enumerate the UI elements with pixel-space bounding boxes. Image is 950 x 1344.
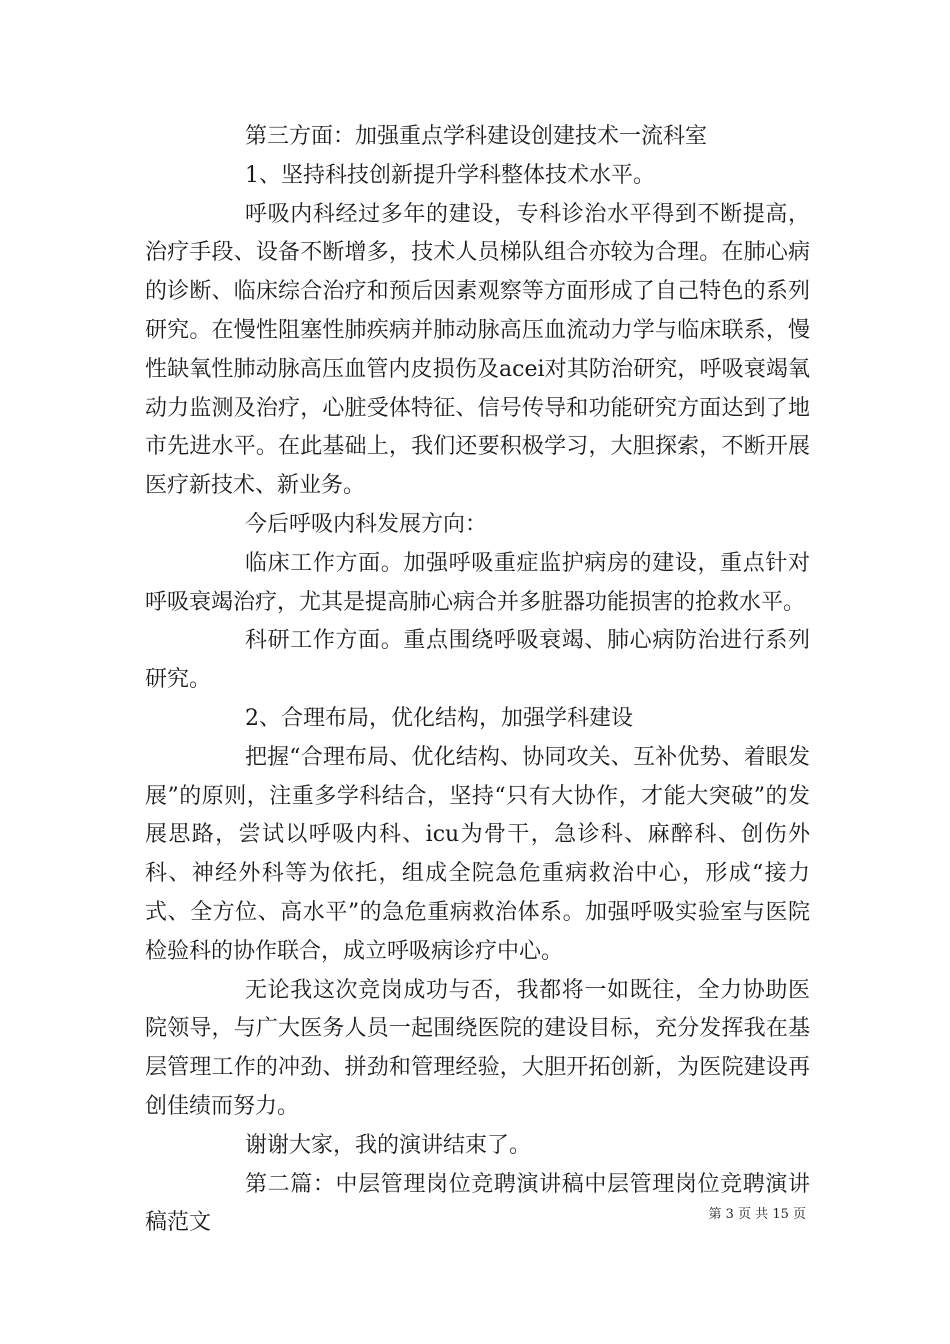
body-paragraph: 无论我这次竞岗成功与否，我都将一如既往，全力协助医院领导，与广大医务人员一起围绕医院的建设目标，充分发挥我在基层管理工作的冲劲、拼劲和管理经验，大胆开拓创新，为医院建设再创佳绩而努力。 xyxy=(145,977,810,1119)
body-paragraph: 今后呼吸内科发展方向： xyxy=(245,511,488,537)
section-heading: 第三方面：加强重点学科建设创建技术一流科室 xyxy=(245,124,708,149)
body-paragraph: 把握“合理布局、优化结构、协同攻关、互补优势、着眼发展”的原则，注重多学科结合，坚持“只有大协作，才能大突破”的发展思路，尝试以呼吸内科、icu为骨干，急诊科、麻醉科、创伤外科、神经外科等为依托，组成全院急危重病救治中心，形成“接力式、全方位、高水平”的急危重病救治体系。加强呼吸实验室与医院检验科的协作联合，成立呼吸病诊疗中心。 xyxy=(145,744,810,964)
body-paragraph: 谢谢大家，我的演讲结束了。 xyxy=(245,1132,532,1158)
section-heading: 第二篇：中层管理岗位竞聘演讲稿中层管理岗位竞聘演讲稿范文 xyxy=(145,1171,810,1236)
body-paragraph: 临床工作方面。加强呼吸重症监护病房的建设，重点针对呼吸衰竭治疗，尤其是提高肺心病合并多脏器功能损害的抢救水平。 xyxy=(145,550,810,615)
page-number: 第 3 页 共 15 页 xyxy=(708,1207,806,1222)
body-paragraph: 呼吸内科经过多年的建设，专科诊治水平得到不断提高，治疗手段、设备不断增多，技术人员梯队组合亦较为合理。在肺心病的诊断、临床综合治疗和预后因素观察等方面形成了自己特色的系列研究。在慢性阻塞性肺疾病并肺动脉高压血流动力学与临床联系，慢性缺氧性肺动脉高压血管内皮损伤及acei对其防治研究，呼吸衰竭氧动力监测及治疗，心脏受体特征、信号传导和功能研究方面达到了地市先进水平。在此基础上，我们还要积极学习，大胆探索，不断开展医疗新技术、新业务。 xyxy=(145,201,810,499)
subsection-heading: 1、坚持科技创新提升学科整体技术水平。 xyxy=(245,162,655,188)
body-paragraph: 科研工作方面。重点围绕呼吸衰竭、肺心病防治进行系列研究。 xyxy=(145,628,810,693)
document-body xyxy=(145,118,810,1243)
subsection-heading: 2、合理布局，优化结构，加强学科建设 xyxy=(245,705,633,731)
